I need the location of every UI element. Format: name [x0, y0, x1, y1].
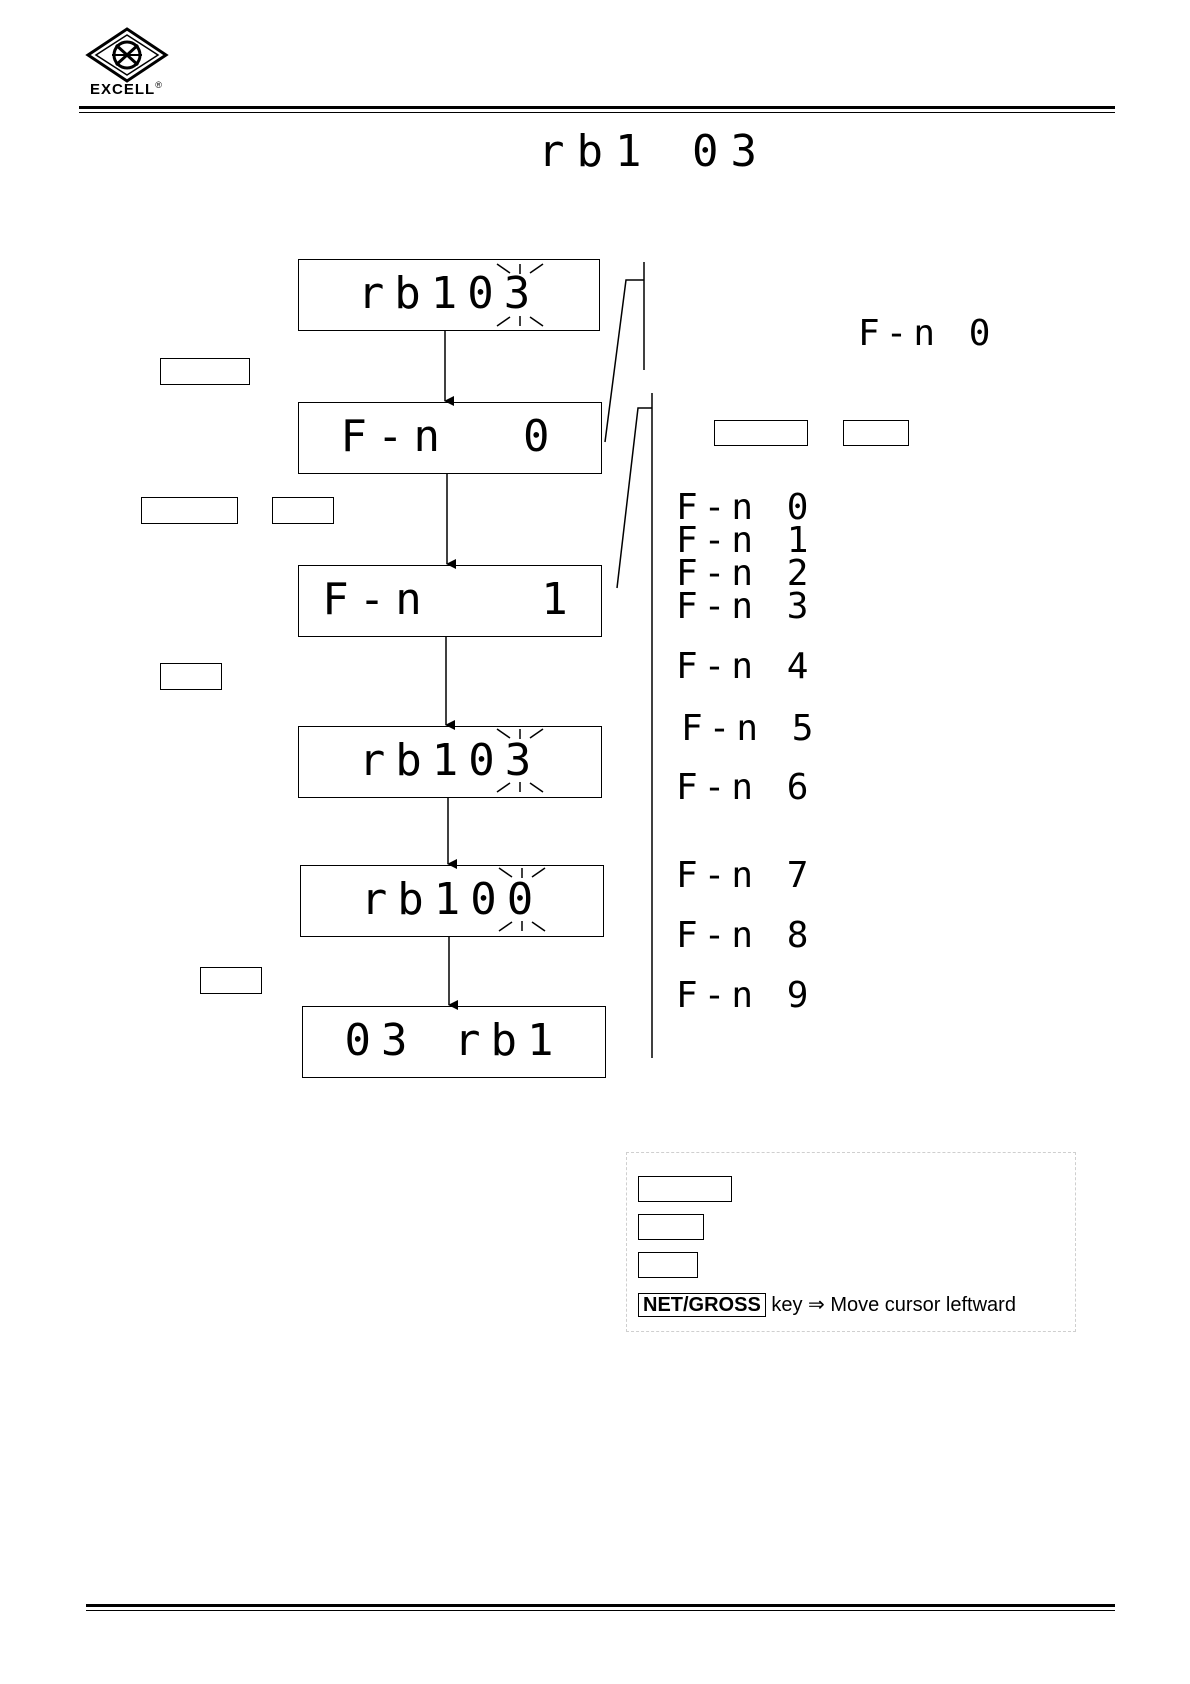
- section-title: rb1 03: [538, 126, 769, 177]
- lcd-text-5: rb100: [360, 874, 544, 926]
- function-item-0: F-n 0: [676, 487, 815, 528]
- net-gross-description: key ⇒ Move cursor leftward: [765, 1294, 1016, 1316]
- side-note-display: F-n 0: [858, 313, 997, 354]
- registered-mark: ®: [155, 80, 163, 90]
- function-item-5: F-n 5: [681, 708, 820, 749]
- lcd-text-3: F-n 1: [322, 574, 578, 626]
- function-item-4: F-n 4: [676, 646, 815, 687]
- blink-indicator-icon: [497, 264, 543, 326]
- blink-indicator-icon: [497, 729, 543, 792]
- function-item-3: F-n 3: [676, 586, 815, 627]
- function-item-9: F-n 9: [676, 975, 815, 1016]
- net-gross-key: NET/GROSS: [638, 1293, 766, 1317]
- lcd-text-1: rb103: [357, 268, 541, 320]
- footer-rule-thin: [86, 1610, 1115, 1611]
- callout-line-1: [605, 280, 644, 442]
- function-item-1: F-n 1: [676, 520, 815, 561]
- function-item-6: F-n 6: [676, 767, 815, 808]
- lcd-text-2: F-n 0: [340, 411, 560, 463]
- blink-indicator-icon: [499, 868, 545, 931]
- brand-name: EXCELL®: [90, 80, 163, 98]
- function-item-2: F-n 2: [676, 553, 815, 594]
- lcd-text-4: rb103: [358, 735, 542, 787]
- callout-line-2: [617, 408, 652, 588]
- footer-rule: [86, 1604, 1115, 1607]
- function-item-7: F-n 7: [676, 855, 815, 896]
- function-item-8: F-n 8: [676, 915, 815, 956]
- lcd-text-6: 03 rb1: [344, 1015, 564, 1067]
